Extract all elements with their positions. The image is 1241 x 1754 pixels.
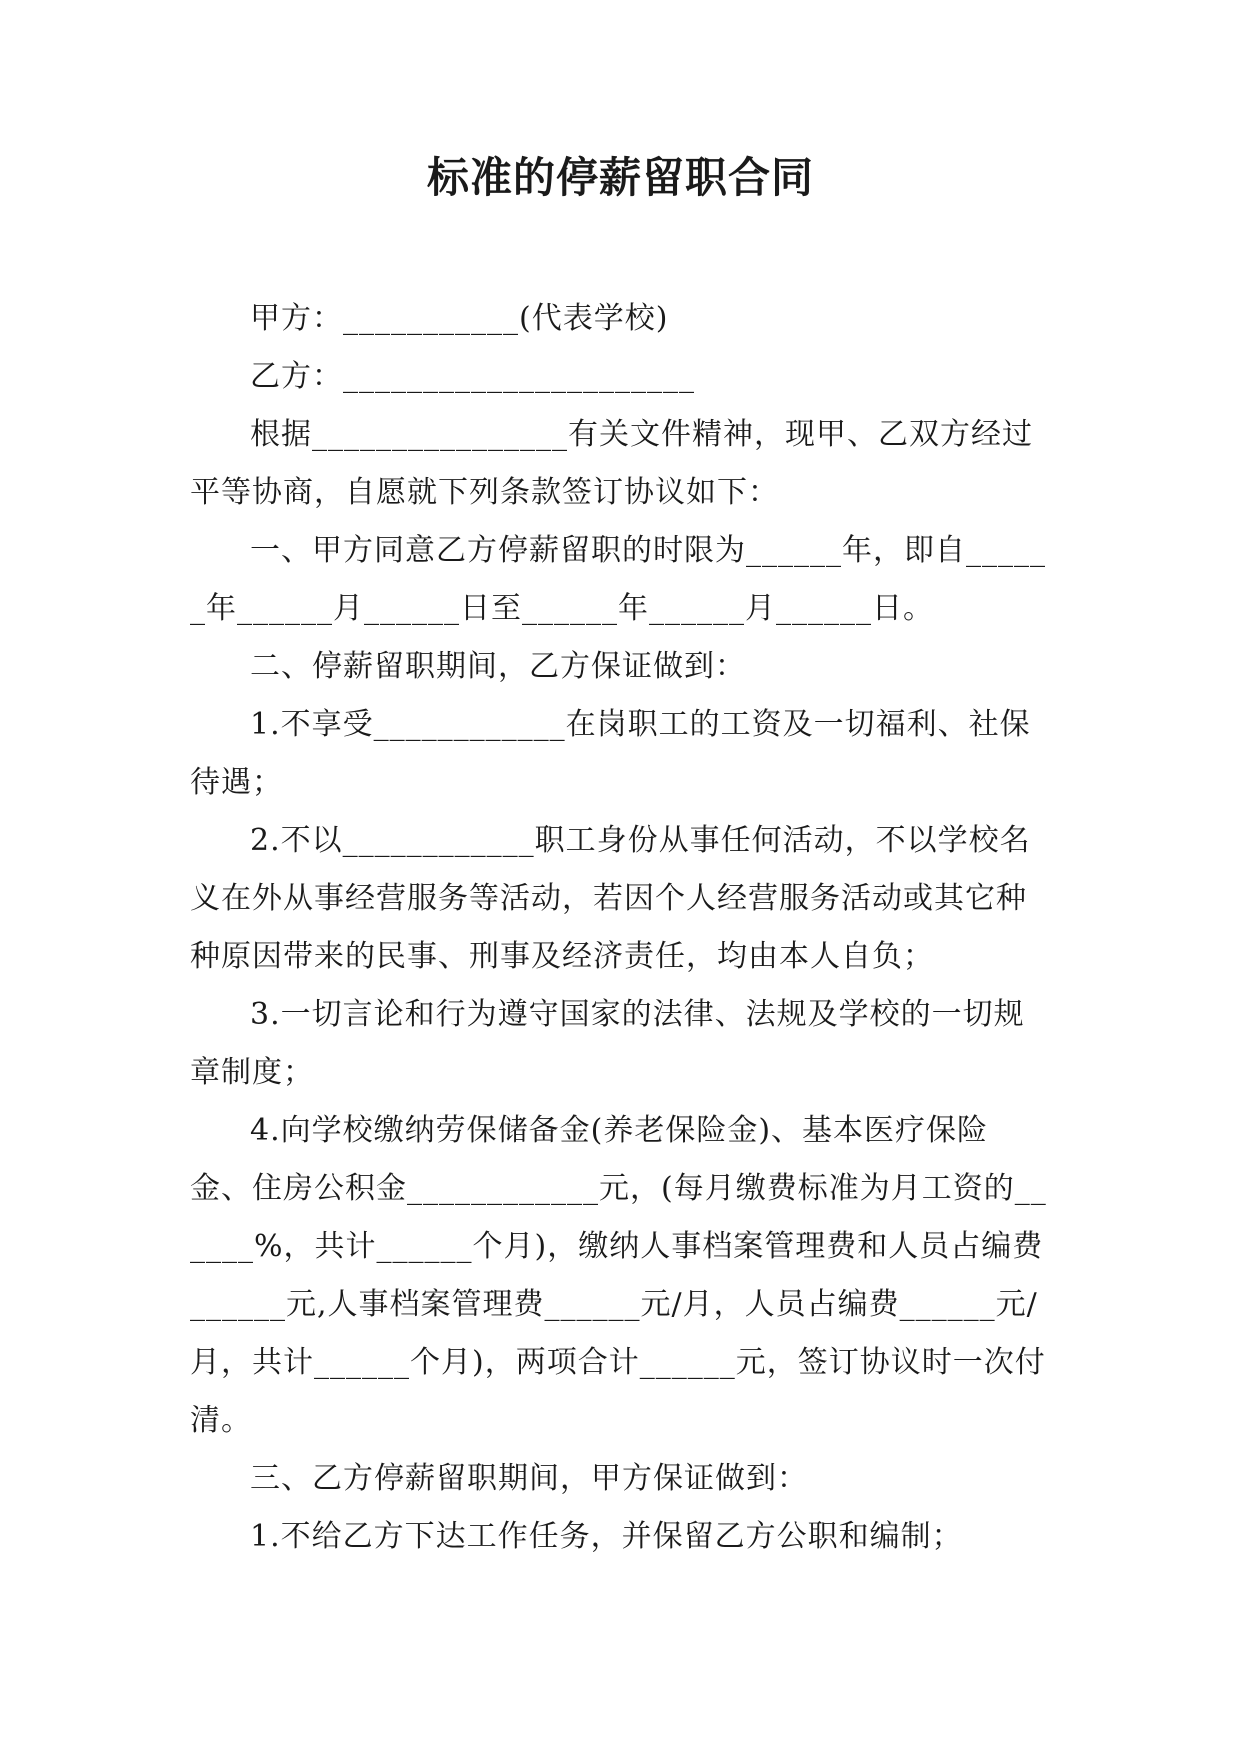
clause-3-item-1: 1.不给乙方下达工作任务，并保留乙方公职和编制； [250,1519,963,1554]
clause-2-heading: 二、停薪留职期间，乙方保证做到： [250,649,746,684]
clause-1-paragraph: 一、甲方同意乙方停薪留职的时限为______年，即自______年______月______日至______年______月______日。 [190,533,1046,626]
document-title: 标准的停薪留职合同 [426,153,814,202]
clause-2-item-1: 1.不享受____________在岗职工的工资及一切福利、社保待遇； [190,707,1031,800]
party-b-line: 乙方：______________________ [250,359,695,394]
clause-2-item-3: 3.一切言论和行为遵守国家的法律、法规及学校的一切规章制度； [190,997,1025,1090]
clause-2-item-2: 2.不以____________职工身份从事任何活动，不以学校名义在外从事经营服务等活动，若因个人经营服务活动或其它种种原因带来的民事、刑事及经济责任，均由本人自负； [190,823,1031,974]
clause-3-heading: 三、乙方停薪留职期间，甲方保证做到： [250,1461,808,1496]
document-body [190,290,1050,1566]
preamble-paragraph: 根据________________有关文件精神，现甲、乙双方经过平等协商，自愿就下列条款签订协议如下： [190,417,1033,510]
clause-2-item-4: 4.向学校缴纳劳保储备金(养老保险金)、基本医疗保险金、住房公积金____________元，(每月缴费标准为月工资的______%，共计______个月)，缴纳人事档案管理费和人员占编费______元,人事档案管理费______元/月，人员占编费______元/月，共计______个月)，两项合计______元，签订协议时一次付清。 [190,1113,1047,1438]
party-a-line: 甲方：___________(代表学校) [250,301,669,336]
